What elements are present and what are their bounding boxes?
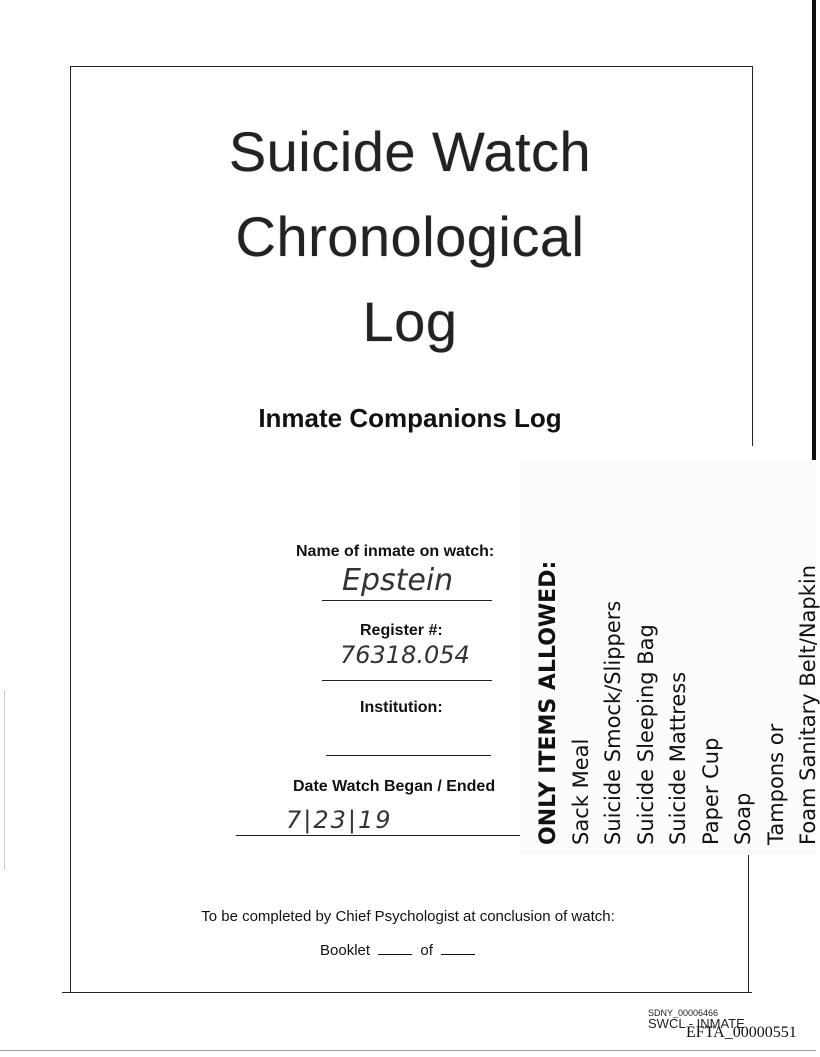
title-line-1: Suicide Watch [228, 120, 592, 183]
scan-bottom-line [0, 1050, 816, 1051]
chief-psychologist-instruction: To be completed by Chief Psychologist at conclusion of watch: [201, 908, 615, 925]
allowed-item: Foam Sanitary Belt/Napkin [796, 564, 820, 845]
register-label: Register #: [360, 622, 443, 639]
frame-bottom-border [62, 992, 752, 993]
frame-right-border-upper [752, 66, 753, 446]
scan-artifact-line [4, 690, 5, 870]
booklet-number-blank[interactable] [378, 954, 412, 955]
allowed-item: Soap [731, 792, 755, 845]
swcl-stamp: SWCL - INMATE [648, 1016, 745, 1031]
allowed-item: Paper Cup [699, 737, 723, 845]
institution-line [326, 755, 491, 756]
title-line-2: Chronological [235, 205, 585, 268]
scan-edge-shadow [812, 0, 816, 460]
allowed-items-heading: ONLY ITEMS ALLOWED: [536, 560, 561, 845]
allowed-item: Sack Meal [569, 738, 593, 845]
efta-bates-stamp: EFTA_00000551 [686, 1024, 797, 1041]
name-value[interactable]: Epstein [342, 563, 454, 598]
allowed-item: Suicide Smock/Slippers [601, 600, 625, 845]
name-line [322, 600, 492, 601]
booklet-total-blank[interactable] [441, 954, 475, 955]
date-value[interactable]: 7|23|19 [286, 806, 393, 834]
date-line [236, 835, 536, 836]
allowed-item: Suicide Sleeping Bag [634, 624, 658, 845]
sdny-bates-stamp: SDNY_00006466 [648, 1008, 719, 1018]
booklet-label: Booklet [320, 942, 371, 959]
allowed-item: Tampons or [764, 723, 788, 845]
of-label: of [420, 942, 433, 959]
date-label: Date Watch Began / Ended [293, 778, 496, 795]
name-label: Name of inmate on watch: [296, 543, 495, 560]
frame-top-border [70, 66, 753, 67]
subtitle: Inmate Companions Log [258, 403, 562, 433]
allowed-item: Suicide Mattress [666, 671, 690, 845]
institution-label: Institution: [360, 699, 443, 716]
register-line [322, 680, 492, 681]
title-line-3: Log [362, 290, 458, 353]
frame-left-border [70, 66, 71, 993]
booklet-line [320, 942, 479, 959]
register-value[interactable]: 76318.054 [340, 641, 470, 669]
